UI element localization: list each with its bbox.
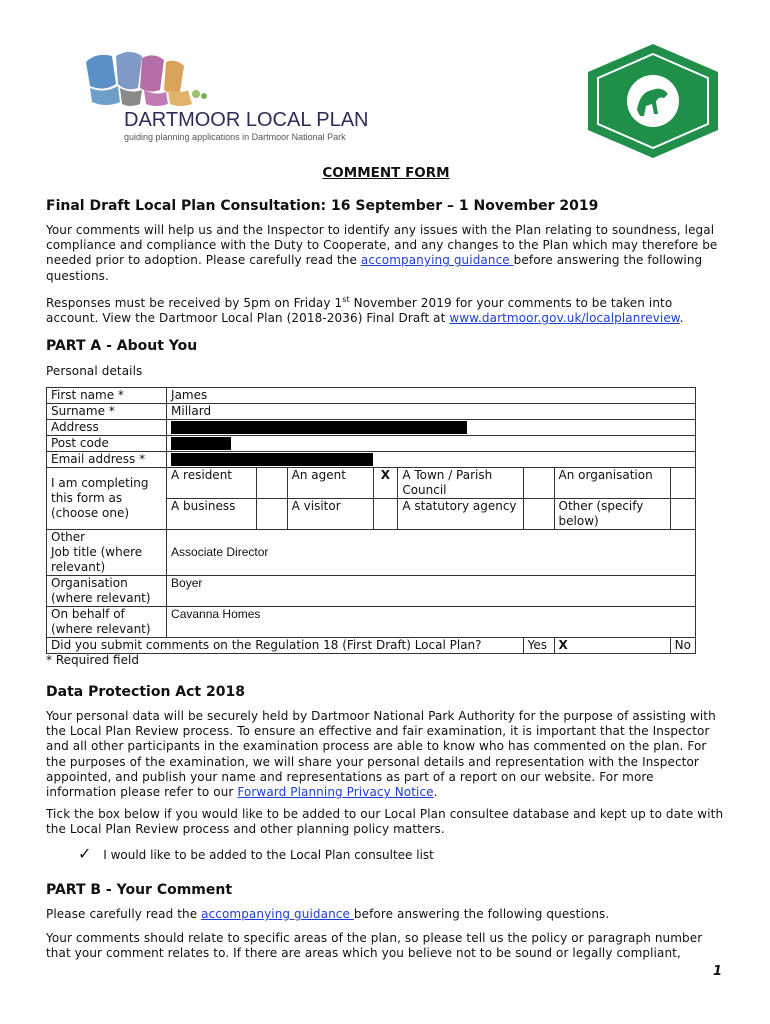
checkbox-business[interactable] — [257, 499, 287, 530]
consultee-checkbox-row[interactable] — [78, 844, 434, 863]
postcode-field[interactable] — [167, 436, 696, 452]
part-b-paragraph-2: Your comments should relate to specific areas of the plan, so please tell us the policy or paragraph number that your comment relates to. If there are areas which you believe not to be sound or legally compliant, — [46, 931, 703, 961]
required-field-note: * Required field — [46, 653, 139, 667]
email-label: Email address * — [47, 452, 167, 468]
consultee-paragraph: Tick the box below if you would like to be added to our Local Plan consultee database and kept up to date with the Local Plan Review process and other planning policy matters. — [46, 807, 724, 837]
privacy-notice-link[interactable]: Forward Planning Privacy Notice — [237, 785, 434, 800]
first-name-label: First name * — [47, 388, 167, 404]
address-label: Address — [47, 420, 167, 436]
personal-details-label: Personal details — [46, 364, 143, 378]
accompanying-guidance-link[interactable]: accompanying guidance — [360, 253, 514, 268]
checkbox-statutory[interactable] — [523, 499, 554, 530]
option-organisation: An organisation — [554, 468, 670, 499]
part-a-heading: PART A - About You — [46, 338, 198, 354]
checkbox-agent[interactable]: X — [373, 468, 398, 499]
email-field[interactable] — [167, 452, 696, 468]
checkbox-visitor[interactable] — [373, 499, 398, 530]
on-behalf-of-field[interactable]: Cavanna Homes — [167, 607, 696, 638]
personal-details-table — [46, 387, 696, 654]
dartmoor-national-park-logo — [582, 42, 724, 160]
job-title-field[interactable]: Associate Director — [167, 530, 696, 576]
checkbox-town-parish[interactable] — [523, 468, 554, 499]
reg18-yes-label: Yes — [523, 638, 554, 654]
on-behalf-of-label: On behalf of (where relevant) — [47, 607, 167, 638]
other-label: Other — [51, 530, 86, 544]
organisation-label: Organisation (where relevant) — [47, 576, 167, 607]
postcode-label: Post code — [47, 436, 167, 452]
intro-paragraph-1: Your comments will help us and the Inspector to identify any issues with the Plan relating to soundness, legal compliance and compliance with the Duty to Cooperate, and any changes to the Plan which may therefore be needed prior to adoption. Please carefully read the accompanying guidance before answering the following questions. — [46, 223, 718, 283]
consultee-checkbox-label: I would like to be added to the Local Plan consultee list — [103, 848, 434, 862]
local-plan-review-link[interactable]: www.dartmoor.gov.uk/localplanreview — [449, 311, 680, 326]
surname-label: Surname * — [47, 404, 167, 420]
data-protection-heading: Data Protection Act 2018 — [46, 684, 245, 700]
option-resident: A resident — [167, 468, 257, 499]
intro-paragraph-2: Responses must be received by 5pm on Friday 1st November 2019 for your comments to be taken into account. View the Dartmoor Local Plan (2018-2036) Final Draft at www.dartmoor.gov.uk/localplanreview. — [46, 295, 684, 326]
address-field[interactable] — [167, 420, 696, 436]
form-title: COMMENT FORM — [322, 165, 450, 181]
page-number: 1 — [712, 964, 722, 979]
reg18-yes-checkbox[interactable]: X — [554, 638, 670, 654]
redaction-bar — [171, 437, 231, 450]
consultation-heading: Final Draft Local Plan Consultation: 16 September – 1 November 2019 — [46, 198, 599, 214]
accompanying-guidance-link-2[interactable]: accompanying guidance — [201, 907, 354, 921]
dartmoor-local-plan-logo — [76, 44, 406, 144]
completing-as-label: I am completing this form as (choose one) — [47, 468, 167, 530]
option-statutory-agency: A statutory agency — [398, 499, 523, 530]
redaction-bar — [171, 421, 467, 434]
redaction-bar — [171, 453, 373, 466]
checkbox-organisation[interactable] — [670, 468, 695, 499]
reg18-no-label[interactable]: No — [670, 638, 695, 654]
part-b-heading: PART B - Your Comment — [46, 882, 233, 898]
option-town-parish-council: A Town / Parish Council — [398, 468, 523, 499]
data-protection-paragraph: Your personal data will be securely held by Dartmoor National Park Authority for the purpose of assisting with the Local Plan Review process. To ensure an effective and fair examination, it is important that the Inspector and all other participants in the examination process are able to know who has commented on the plan. For the purposes of the examination, we will share your personal details and representation with the Inspector appointed, and publish your name and representations as part of a report on our website. For more information please refer to our Forward Planning Privacy Notice. — [46, 709, 716, 800]
option-business: A business — [167, 499, 257, 530]
check-icon: ✓ — [78, 844, 92, 863]
part-b-paragraph-1: Please carefully read the accompanying guidance before answering the following questions. — [46, 907, 610, 921]
option-visitor: A visitor — [287, 499, 373, 530]
checkbox-other[interactable] — [670, 499, 695, 530]
reg18-question: Did you submit comments on the Regulation 18 (First Draft) Local Plan? — [47, 638, 524, 654]
surname-field[interactable]: Millard — [167, 404, 696, 420]
option-other: Other (specify below) — [554, 499, 670, 530]
job-title-label: Other Job title (where relevant) — [47, 530, 167, 576]
organisation-field[interactable]: Boyer — [167, 576, 696, 607]
first-name-field[interactable]: James — [167, 388, 696, 404]
checkbox-resident[interactable] — [257, 468, 287, 499]
option-agent: An agent — [287, 468, 373, 499]
logo-tagline: guiding planning applications in Dartmoor National Park — [124, 132, 346, 142]
logo-title: DARTMOOR LOCAL PLAN — [124, 109, 369, 131]
